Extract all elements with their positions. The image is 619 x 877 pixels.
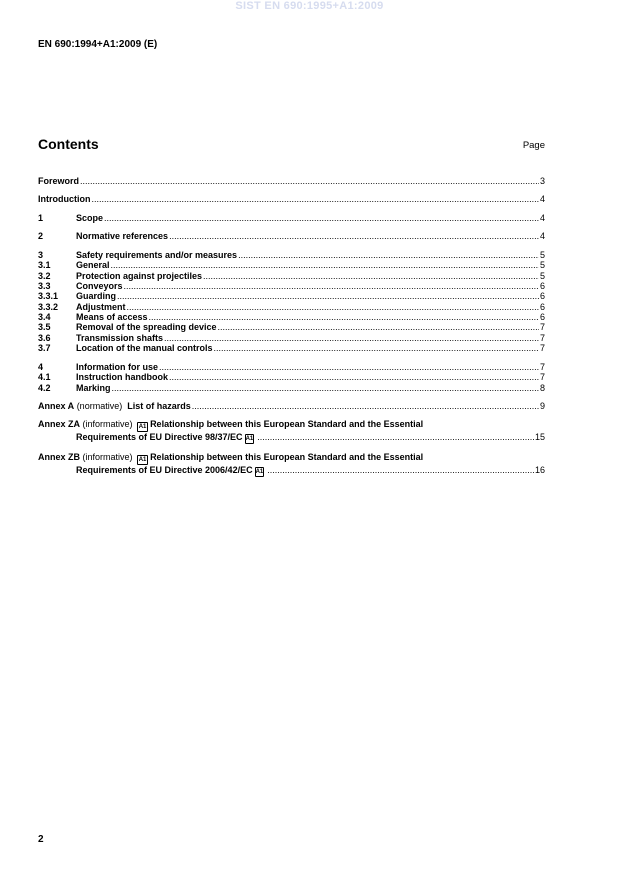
toc-entry-page: 3: [539, 176, 545, 186]
toc-leader: [127, 302, 539, 312]
table-of-contents: [38, 176, 545, 477]
toc-entry-adjustment[interactable]: [38, 302, 545, 312]
toc-entry-removal-spreading-device[interactable]: [38, 322, 545, 332]
toc-entry-title: Foreword: [38, 176, 80, 186]
watermark: SIST EN 690:1995+A1:2009: [235, 0, 384, 12]
toc-entry-page: 7: [539, 322, 545, 333]
document-id: EN 690:1994+A1:2009 (E): [38, 39, 158, 50]
toc-entry-page: 4: [539, 212, 545, 223]
toc-entry-normative-references[interactable]: [38, 231, 545, 241]
toc-entry-title: Transmission shafts: [76, 332, 164, 343]
toc-entry-introduction[interactable]: [38, 194, 545, 204]
toc-entry-page: 5: [539, 270, 545, 281]
toc-entry-page: 6: [539, 281, 545, 292]
toc-entry-title: Normative references: [76, 230, 169, 241]
toc-entry-title: Protection against projectiles: [76, 270, 203, 281]
toc-entry-page: 7: [539, 332, 545, 343]
toc-entry-page: 5: [539, 250, 545, 261]
toc-leader: [111, 260, 539, 270]
toc-entry-transmission-shafts[interactable]: [38, 333, 545, 343]
amendment-end-marker-icon: A1: [245, 436, 254, 443]
toc-leader: [257, 432, 534, 442]
toc-leader: [112, 383, 539, 393]
toc-leader: [267, 465, 534, 475]
toc-entry-annex-za[interactable]: [38, 419, 545, 444]
toc-entry-page: 4: [539, 230, 545, 241]
toc-leader: [124, 281, 539, 291]
toc-entry-number: 3.6: [38, 332, 51, 343]
toc-entry-page: 4: [539, 194, 545, 205]
annex-label: Annex ZB: [38, 452, 81, 463]
toc-entry-protection-projectiles[interactable]: [38, 271, 545, 281]
page-number: 2: [38, 834, 44, 845]
toc-entry-conveyors[interactable]: [38, 281, 545, 291]
toc-entry-number: 3.4: [38, 311, 51, 322]
toc-leader: [169, 372, 539, 382]
toc-entry-number: 3: [38, 250, 44, 261]
toc-leader: [80, 176, 539, 186]
toc-entry-foreword[interactable]: [38, 176, 545, 186]
toc-entry-number: 2: [38, 230, 44, 241]
annex-title-line2: Requirements of EU Directive 2006/42/EC: [76, 465, 253, 476]
toc-entry-marking[interactable]: [38, 383, 545, 393]
toc-entry-page: 6: [539, 311, 545, 322]
toc-entry-page: 6: [539, 301, 545, 312]
toc-leader: [104, 213, 539, 223]
annex-label: Annex ZA: [38, 419, 81, 430]
toc-leader: [149, 312, 539, 322]
toc-entry-page: 7: [539, 362, 545, 373]
amendment-end-marker-icon: A1: [255, 469, 264, 476]
toc-entry-title: Removal of the spreading device: [76, 322, 217, 333]
toc-entry-page: 5: [539, 260, 545, 271]
annex-title-line1: Relationship between this European Standard and the Essential: [150, 452, 424, 463]
toc-entry-instruction-handbook[interactable]: [38, 372, 545, 382]
toc-entry-number: 1: [38, 212, 44, 223]
toc-entry-number: 3.2: [38, 270, 51, 281]
toc-entry-title: Scope: [76, 212, 104, 223]
annex-status: (informative): [82, 452, 133, 463]
toc-entry-page: 15: [534, 432, 545, 443]
annex-status: (normative): [76, 401, 123, 412]
toc-entry-title: Information for use: [76, 362, 159, 373]
toc-leader: [214, 343, 539, 353]
toc-entry-number: 3.5: [38, 322, 51, 333]
toc-entry-number: 4.2: [38, 382, 51, 393]
toc-entry-title: Introduction: [38, 194, 91, 205]
page-column-label: Page: [522, 140, 545, 151]
toc-entry-annex-zb[interactable]: [38, 452, 545, 477]
toc-leader: [164, 333, 539, 343]
toc-entry-title: Guarding: [76, 291, 116, 302]
toc-entry-page: 16: [534, 465, 545, 476]
toc-entry-page: 8: [539, 382, 545, 393]
toc-entry-means-of-access[interactable]: [38, 312, 545, 322]
toc-entry-title: Conveyors: [76, 281, 123, 292]
toc-entry-number: 4.1: [38, 372, 51, 383]
toc-entry-information-for-use[interactable]: [38, 362, 545, 372]
toc-entry-scope[interactable]: [38, 213, 545, 223]
toc-entry-page: 7: [539, 372, 545, 383]
toc-leader: [159, 362, 539, 372]
annex-status: (informative): [82, 419, 133, 430]
toc-entry-number: 3.3: [38, 281, 51, 292]
toc-entry-title: Instruction handbook: [76, 372, 168, 383]
toc-entry-page: 9: [539, 401, 545, 412]
toc-entry-title: Adjustment: [76, 301, 126, 312]
toc-leader: [169, 231, 539, 241]
annex-label: Annex A: [38, 401, 75, 412]
toc-entry-title: Safety requirements and/or measures: [76, 250, 238, 261]
toc-entry-page: 7: [539, 342, 545, 353]
toc-leader: [192, 401, 539, 411]
toc-entry-guarding[interactable]: [38, 291, 545, 301]
toc-entry-safety-requirements[interactable]: [38, 250, 545, 260]
toc-leader: [203, 271, 539, 281]
toc-entry-number: 4: [38, 362, 44, 373]
toc-leader: [238, 250, 539, 260]
toc-entry-title: Location of the manual controls: [76, 342, 213, 353]
toc-entry-manual-controls[interactable]: [38, 343, 545, 353]
toc-leader: [117, 291, 539, 301]
toc-entry-page: 6: [539, 291, 545, 302]
toc-entry-number: 3.3.1: [38, 291, 59, 302]
toc-entry-title: General: [76, 260, 110, 271]
toc-leader: [218, 322, 539, 332]
annex-title: List of hazards: [127, 401, 191, 412]
toc-entry-title: Marking: [76, 382, 111, 393]
toc-entry-number: 3.7: [38, 342, 51, 353]
toc-entry-general[interactable]: [38, 260, 545, 270]
amendment-start-marker-icon: A1: [138, 424, 147, 431]
annex-title-line2: Requirements of EU Directive 98/37/EC: [76, 432, 243, 443]
toc-entry-number: 3.3.2: [38, 301, 59, 312]
annex-title-line1: Relationship between this European Standard and the Essential: [150, 419, 424, 430]
contents-title: Contents: [38, 136, 99, 152]
amendment-start-marker-icon: A1: [138, 457, 147, 464]
toc-entry-title: Means of access: [76, 311, 148, 322]
toc-entry-annex-a[interactable]: [38, 401, 545, 411]
toc-entry-number: 3.1: [38, 260, 51, 271]
toc-leader: [92, 194, 539, 204]
